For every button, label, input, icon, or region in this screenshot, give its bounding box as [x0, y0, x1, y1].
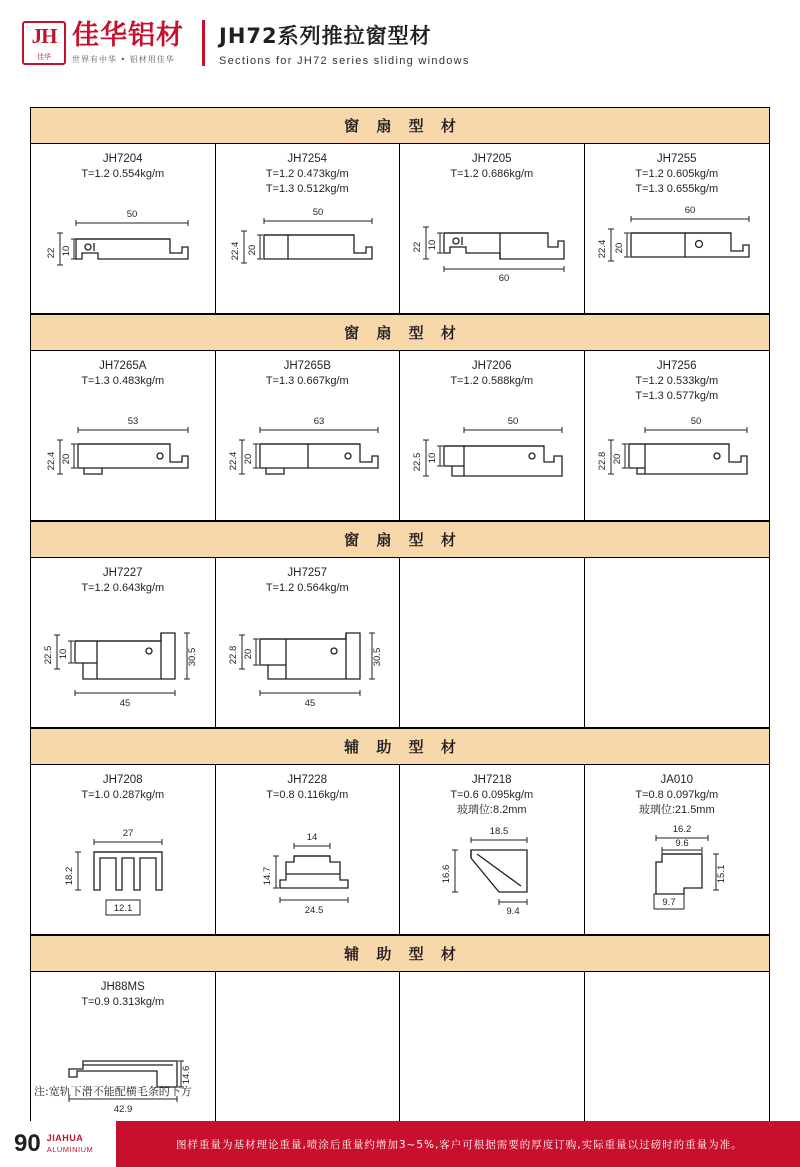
profiles-table: [30, 107, 770, 1150]
svg-text:9.6: 9.6: [675, 838, 689, 849]
svg-text:22.4: 22.4: [596, 239, 608, 259]
profile-drawing-jh7228: [220, 818, 396, 930]
profile-cell-jh7227: [31, 558, 216, 727]
svg-text:60: 60: [498, 273, 510, 284]
svg-text:14: 14: [306, 832, 318, 843]
svg-text:22: 22: [412, 241, 423, 253]
svg-text:16.6: 16.6: [440, 864, 452, 884]
svg-text:10: 10: [427, 239, 438, 251]
footer-note: 图样重量为基材理论重量,喷涂后重量约增加3~5%,客户可根据需要的厚度订购,实际重量以过磅时的重量为准。: [176, 1138, 743, 1151]
profile-drawing-jh7254: [220, 197, 396, 309]
svg-text:24.5: 24.5: [305, 905, 324, 916]
profile-code: JH7265B: [283, 360, 331, 372]
profile-spec: T=0.8 0.116kg/m: [266, 789, 349, 801]
svg-text:9.4: 9.4: [506, 906, 520, 917]
svg-text:20: 20: [242, 453, 254, 465]
svg-text:22.5: 22.5: [412, 452, 423, 472]
svg-text:18.2: 18.2: [63, 866, 75, 886]
profile-code: JH7208: [102, 774, 143, 786]
svg-text:22.8: 22.8: [596, 451, 608, 471]
profile-cell-empty: [585, 558, 770, 727]
profile-spec: T=1.3 0.483kg/m: [81, 375, 165, 387]
svg-text:22.5: 22.5: [43, 645, 55, 665]
profile-drawing-jh7257: [220, 611, 396, 723]
svg-text:53: 53: [127, 416, 139, 427]
footer-brand-cn: JIAHUA: [46, 1133, 84, 1143]
profile-spec: T=1.2 0.533kg/m: [635, 375, 719, 387]
profile-spec: 玻璃位:21.5mm: [638, 804, 715, 816]
svg-text:16.2: 16.2: [672, 824, 691, 835]
profile-spec: T=1.3 0.655kg/m: [635, 183, 719, 195]
profile-drawing-jh7208: [35, 818, 211, 930]
profile-code: JH7254: [287, 153, 328, 165]
logo-tagline: 世界有中华 • 铝材用佳华: [72, 55, 175, 64]
profile-spec: T=1.2 0.554kg/m: [81, 168, 165, 180]
profile-cell-jh7256: [585, 351, 770, 520]
brand-logo: [22, 21, 184, 65]
profile-cell-jh7218: [400, 765, 585, 934]
logo-mark-subtext: 佳华: [37, 54, 51, 61]
svg-text:14.6: 14.6: [181, 1065, 193, 1085]
profile-code: JA010: [660, 774, 694, 786]
profile-cell-empty: [400, 558, 585, 727]
logo-company-name: 佳华铝材: [72, 20, 184, 51]
svg-text:9.7: 9.7: [662, 897, 676, 908]
logo-mark-icon: [22, 21, 66, 65]
profile-drawing-jh7206: [404, 404, 580, 516]
table-row: [31, 144, 769, 314]
profile-cell-jh7204: [31, 144, 216, 313]
profile-spec: T=1.2 0.473kg/m: [265, 168, 349, 180]
svg-text:10: 10: [427, 452, 438, 464]
profile-drawing-jh7204: [35, 197, 211, 309]
profile-spec: T=1.3 0.667kg/m: [265, 375, 349, 387]
profile-spec: T=0.8 0.097kg/m: [635, 789, 719, 801]
svg-text:22.4: 22.4: [230, 241, 242, 261]
svg-text:63: 63: [313, 416, 325, 427]
table-row: [31, 558, 769, 728]
svg-text:15.1: 15.1: [715, 864, 727, 884]
svg-text:42.9: 42.9: [114, 1104, 133, 1115]
page-footer: [0, 1121, 800, 1167]
svg-text:50: 50: [690, 416, 701, 427]
svg-text:14.7: 14.7: [262, 866, 274, 886]
profile-spec: 玻璃位:8.2mm: [456, 804, 527, 816]
svg-text:20: 20: [247, 244, 259, 256]
svg-text:45: 45: [119, 698, 131, 709]
page-number-box: [0, 1121, 116, 1167]
profile-spec: T=1.3 0.577kg/m: [635, 390, 719, 402]
svg-text:12.1: 12.1: [113, 903, 132, 914]
svg-text:20: 20: [60, 453, 72, 465]
section-band: 辅 助 型 材: [31, 935, 769, 972]
profile-spec: T=0.6 0.095kg/m: [450, 789, 534, 801]
page-header: [0, 0, 800, 86]
profile-cell-jh7254: [216, 144, 401, 313]
section-band: 窗 扇 型 材: [31, 314, 769, 351]
profile-code: JH7265A: [99, 360, 147, 372]
profile-cell-jh7205: [400, 144, 585, 313]
svg-text:30.5: 30.5: [187, 647, 199, 667]
svg-text:50: 50: [126, 209, 138, 220]
svg-text:20: 20: [611, 453, 623, 465]
profile-code: JH7227: [102, 567, 143, 579]
svg-text:18.5: 18.5: [489, 826, 508, 837]
table-row: [31, 765, 769, 935]
svg-text:20: 20: [242, 648, 254, 660]
section-band: 辅 助 型 材: [31, 728, 769, 765]
page-title: JH72系列推拉窗型材: [219, 23, 432, 48]
profile-cell-jh7257: [216, 558, 401, 727]
profile-cell-ja010: [585, 765, 770, 934]
profile-drawing-jh7205: [404, 197, 580, 309]
footer-brand-en: ALUMINIUM: [46, 1145, 94, 1154]
profile-code: JH7257: [287, 567, 328, 579]
page-number: 90: [14, 1130, 41, 1157]
profile-drawing-jh7265b: [220, 404, 396, 516]
profile-drawing-ja010: [589, 818, 766, 930]
footnote: 注:宽轨下滑不能配横毛条的下方: [34, 1085, 192, 1098]
profile-code: JH7205: [471, 153, 512, 165]
svg-text:27: 27: [122, 828, 134, 839]
table-row: [31, 351, 769, 521]
profile-drawing-jh7255: [589, 197, 766, 309]
profile-cell-jh7208: [31, 765, 216, 934]
profile-spec: T=1.2 0.643kg/m: [81, 582, 165, 594]
profile-code: JH7204: [102, 153, 143, 165]
profile-cell-jh7206: [400, 351, 585, 520]
profile-cell-jh7255: [585, 144, 770, 313]
header-divider: [202, 20, 205, 66]
section-band: 窗 扇 型 材: [31, 521, 769, 558]
svg-text:50: 50: [507, 416, 519, 427]
profile-spec: T=1.2 0.686kg/m: [450, 168, 534, 180]
profile-spec: T=1.2 0.564kg/m: [265, 582, 349, 594]
profile-code: JH7228: [287, 774, 328, 786]
profile-code: JH7206: [471, 360, 512, 372]
profile-drawing-jh7256: [589, 404, 766, 516]
profile-code: JH88MS: [100, 981, 145, 993]
profile-spec: T=1.2 0.605kg/m: [635, 168, 719, 180]
profile-spec: T=1.0 0.287kg/m: [81, 789, 165, 801]
page-subtitle: Sections for JH72 series sliding windows: [219, 54, 470, 67]
profile-code: JH7256: [656, 360, 697, 372]
svg-text:22.8: 22.8: [227, 645, 239, 665]
profile-cell-jh7265b: [216, 351, 401, 520]
svg-text:45: 45: [304, 698, 316, 709]
profile-drawing-jh7265a: [35, 404, 211, 516]
profile-spec: T=1.3 0.512kg/m: [265, 183, 349, 195]
profile-spec: T=0.9 0.313kg/m: [81, 996, 165, 1008]
section-band: 窗 扇 型 材: [31, 108, 769, 144]
svg-text:10: 10: [60, 245, 72, 257]
svg-text:22.4: 22.4: [227, 451, 239, 471]
profile-drawing-jh7227: [35, 611, 211, 723]
svg-text:60: 60: [684, 205, 695, 216]
svg-text:22: 22: [45, 247, 57, 259]
profile-spec: T=1.2 0.588kg/m: [450, 375, 534, 387]
profile-code: JH7218: [471, 774, 512, 786]
profile-cell-jh7228: [216, 765, 401, 934]
svg-text:22.4: 22.4: [45, 451, 57, 471]
profile-drawing-jh7218: [404, 818, 580, 930]
svg-text:20: 20: [613, 242, 625, 254]
profile-code: JH7255: [656, 153, 697, 165]
svg-text:10: 10: [58, 648, 70, 660]
logo-mark-text: JH: [31, 24, 57, 48]
svg-text:30.5: 30.5: [371, 647, 383, 667]
svg-text:50: 50: [312, 207, 324, 218]
profile-cell-jh7265a: [31, 351, 216, 520]
